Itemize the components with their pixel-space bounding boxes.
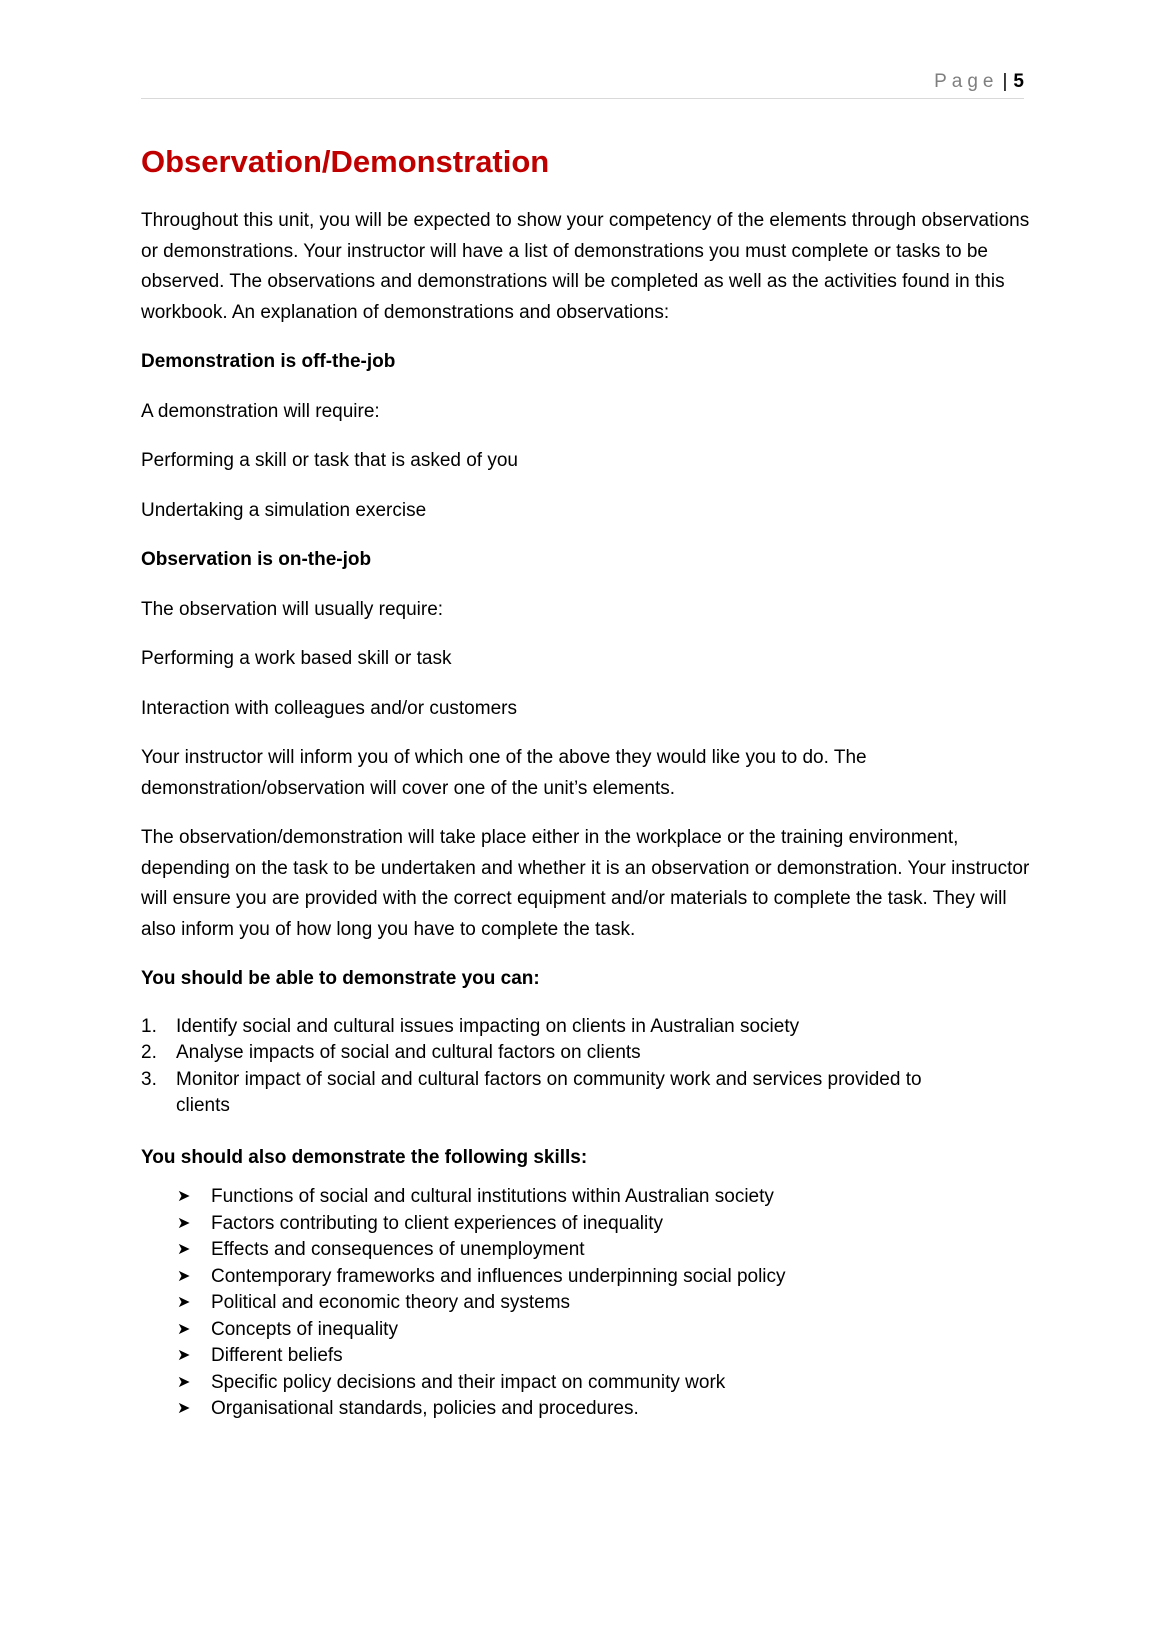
page-header: [141, 68, 1024, 99]
skills-heading: You should also demonstrate the following skills:: [141, 1146, 588, 1168]
skill-text: Effects and consequences of unemployment: [211, 1239, 585, 1260]
arrowhead-bullet-icon: ➤: [177, 1294, 191, 1311]
page-title: Observation/Demonstration: [141, 144, 550, 179]
demonstration-item: Performing a skill or task that is asked of you: [141, 450, 518, 471]
element-list-item: [141, 1067, 1031, 1120]
list-item-text: Analyse impacts of social and cultural factors on clients: [176, 1042, 641, 1063]
arrowhead-bullet-icon: ➤: [177, 1188, 191, 1205]
skill-text: Functions of social and cultural institutions within Australian society: [211, 1186, 774, 1207]
skills-list-item: [141, 1396, 1031, 1423]
page-separator: |: [1002, 71, 1008, 92]
skills-list-item: [141, 1237, 1031, 1264]
skill-text: Organisational standards, policies and procedures.: [211, 1398, 639, 1419]
observation-heading: Observation is on-the-job: [141, 549, 372, 570]
arrowhead-bullet-icon: ➤: [177, 1241, 191, 1258]
element-list-item: [141, 1040, 1031, 1067]
arrowhead-bullet-icon: ➤: [177, 1400, 191, 1417]
page-label: Page: [934, 71, 999, 92]
intro-paragraph: Throughout this unit, you will be expected to show your competency of the elements through observations or demonstrations. Your instructor will have a list of demonstrations you must complete or tasks to be observed. The observations and demonstrations will be completed as well as the activities found in this workbook. An explanation of demonstrations and observations:: [141, 210, 1030, 323]
skills-list-item: [141, 1370, 1031, 1397]
page-number: 5: [1013, 71, 1024, 92]
element-list: [141, 1014, 1031, 1120]
arrowhead-bullet-icon: ➤: [177, 1214, 191, 1232]
skills-list-item: [141, 1317, 1031, 1344]
demonstration-item: Undertaking a simulation exercise: [141, 499, 427, 521]
observation-item: Interaction with colleagues and/or customers: [141, 697, 517, 719]
arrowhead-bullet-icon: ➤: [177, 1267, 191, 1285]
skill-text: Factors contributing to client experiences of inequality: [211, 1212, 664, 1234]
skill-text: Different beliefs: [211, 1345, 343, 1366]
skills-list-item: [141, 1264, 1031, 1291]
observation-item: Performing a work based skill or task: [141, 648, 452, 669]
skill-text: Political and economic theory and systems: [211, 1292, 571, 1313]
skills-list-item: [141, 1184, 1031, 1211]
list-number: 3.: [141, 1068, 157, 1090]
element-list-item: [141, 1014, 1031, 1041]
list-item-text: Identify social and cultural issues impacting on clients in Australian society: [176, 1015, 800, 1037]
list-number: 1.: [141, 1015, 157, 1037]
list-item-text: Monitor impact of social and cultural factors on community work and services provided to clients: [176, 1068, 922, 1116]
skills-list-item: [141, 1290, 1031, 1317]
skills-list: [141, 1184, 1031, 1423]
skill-text: Contemporary frameworks and influences underpinning social policy: [211, 1265, 786, 1287]
document-body: [141, 140, 1031, 1423]
arrowhead-bullet-icon: ➤: [177, 1320, 191, 1338]
observation-requirement: The observation will usually require:: [141, 598, 444, 620]
skill-text: Specific policy decisions and their impact on community work: [211, 1371, 726, 1393]
list-number: 2.: [141, 1042, 157, 1063]
arrowhead-bullet-icon: ➤: [177, 1347, 191, 1364]
location-paragraph: The observation/demonstration will take place either in the workplace or the training environment, depending on the task to be undertaken and whether it is an observation or demonstration. Your instructor will ensure you are provided with the correct equipment and/or materials to complete the task. They will also inform you of how long you have to complete the task.: [141, 827, 1030, 940]
skills-list-item: [141, 1211, 1031, 1238]
demonstration-heading: Demonstration is off-the-job: [141, 351, 396, 372]
arrowhead-bullet-icon: ➤: [177, 1373, 191, 1391]
skill-text: Concepts of inequality: [211, 1318, 398, 1340]
skills-list-item: [141, 1343, 1031, 1370]
able-to-demonstrate-heading: You should be able to demonstrate you can:: [141, 968, 540, 989]
demonstration-requirement: A demonstration will require:: [141, 400, 380, 422]
instructor-inform-paragraph: Your instructor will inform you of which one of the above they would like you to do. The demonstration/observation will cover one of the unit’s elements.: [141, 747, 867, 799]
